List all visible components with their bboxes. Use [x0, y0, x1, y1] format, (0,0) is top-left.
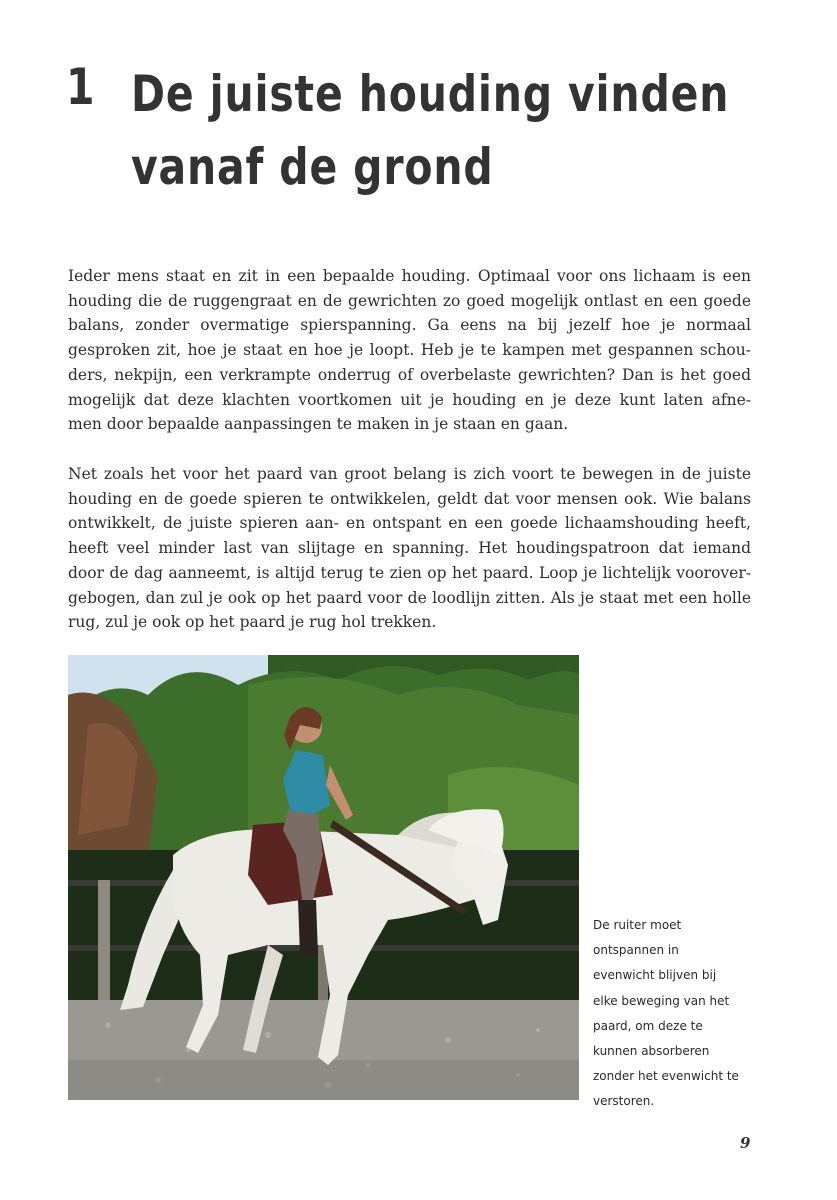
caption-line: paard, om deze te [593, 1018, 703, 1033]
text-line: Ieder mens staat en zit in een bepaalde houding. Optimaal voor ons lichaam is een [68, 267, 751, 285]
text-line: Net zoals het voor het paard van groot belang is zich voort te bewegen in de juiste [68, 465, 751, 483]
caption-line: verstoren. [593, 1094, 655, 1109]
chapter-title [131, 58, 730, 204]
text-line: heeft veel minder last van slijtage en spanning. Het houdingspatroon dat iemand [68, 539, 751, 558]
text-line: door de dag aanneemt, is altijd terug te zien op het paard. Loop je lichtelijk voorover- [68, 563, 751, 582]
caption-line: zonder het evenwicht te [593, 1069, 739, 1084]
caption-line: evenwicht blijven bij [593, 968, 717, 983]
text-line: gebogen, dan zul je ook op het paard voor de loodlijn zitten. Als je staat met een holle [68, 588, 751, 607]
caption-line: De ruiter moet [593, 918, 682, 932]
rider-on-horse-photo [68, 655, 579, 1100]
body-paragraph-1 [68, 264, 751, 437]
text-line: houding en de goede spieren te ontwikkelen, geldt dat voor mensen ook. Wie balans [68, 489, 751, 508]
body-paragraph-2 [68, 462, 751, 635]
text-line: mogelijk dat deze klachten voortkomen uit je houding en je deze kunt laten afne- [68, 390, 751, 409]
caption-line: elke beweging van het [593, 993, 730, 1008]
text-line: houding die de ruggengraat en de gewrichten zo goed mogelijk ontlast en een goede [68, 291, 751, 310]
caption-line: kunnen absorberen [593, 1044, 710, 1059]
chapter-title-line: vanaf de grond [131, 138, 494, 196]
page-number: 9 [740, 1134, 751, 1152]
chapter-number: 1 [66, 58, 96, 116]
photo-caption [593, 913, 763, 1115]
text-line: men door bepaalde aanpassingen te maken in je staan en gaan. [68, 415, 569, 434]
chapter-title-line: De juiste houding vinden [131, 65, 730, 123]
text-line: rug, zul je ook op het paard je rug hol trekken. [68, 613, 437, 632]
text-line: balans, zonder overmatige spierspanning. Ga eens na bij jezelf hoe je normaal [68, 316, 751, 335]
text-line: ders, nekpijn, een verkrampte onderrug of overbelaste gewrichten? Dan is het goed [68, 365, 751, 384]
caption-line: ontspannen in [593, 943, 679, 958]
text-line: ontwikkelt, de juiste spieren aan- en ontspant en een goede lichaamshouding heeft, [68, 514, 751, 533]
text-line: gesproken zit, hoe je staat en hoe je loopt. Heb je te kampen met gespannen schou- [68, 341, 751, 360]
